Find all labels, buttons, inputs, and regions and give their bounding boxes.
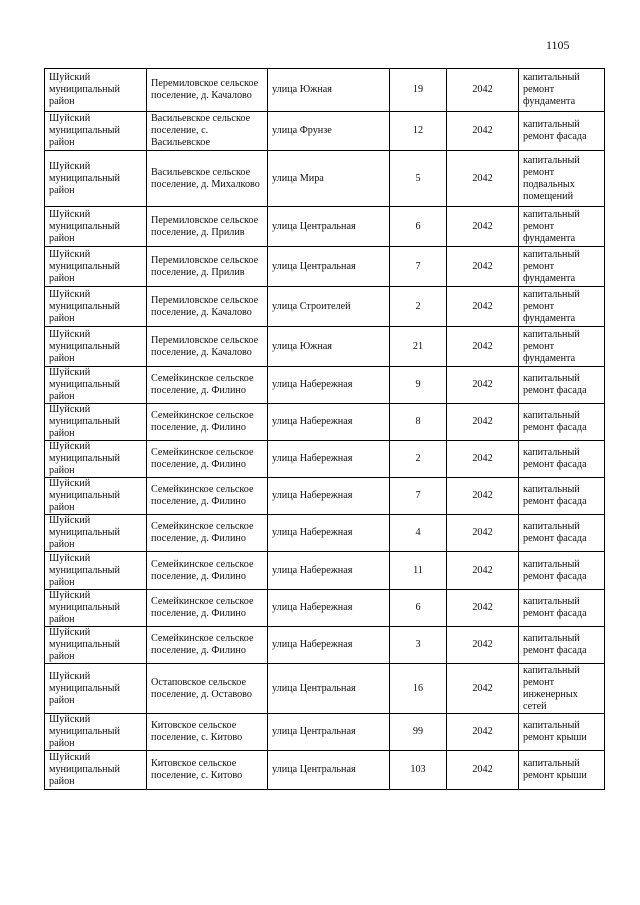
work-type-cell: капитальный ремонт фундамента bbox=[519, 207, 605, 247]
settlement-cell: Семейкинское сельское поселение, д. Филино bbox=[147, 404, 268, 441]
year-cell: 2042 bbox=[447, 441, 519, 478]
work-type-cell: капитальный ремонт фундамента bbox=[519, 247, 605, 287]
house-number-cell: 9 bbox=[390, 367, 447, 404]
work-type-cell: капитальный ремонт фасада bbox=[519, 627, 605, 664]
district-cell: Шуйский муниципальный район bbox=[45, 478, 147, 515]
year-cell: 2042 bbox=[447, 714, 519, 751]
table-row bbox=[45, 207, 605, 247]
page-number: 1105 bbox=[546, 38, 570, 52]
settlement-cell: Васильевское сельское поселение, с. Васильевское bbox=[147, 112, 268, 151]
district-cell: Шуйский муниципальный район bbox=[45, 714, 147, 751]
table-row bbox=[45, 367, 605, 404]
street-cell: улица Центральная bbox=[268, 751, 390, 790]
street-cell: улица Южная bbox=[268, 327, 390, 367]
district-cell: Шуйский муниципальный район bbox=[45, 69, 147, 112]
work-type-cell: капитальный ремонт крыши bbox=[519, 714, 605, 751]
district-cell: Шуйский муниципальный район bbox=[45, 112, 147, 151]
settlement-cell: Перемиловское сельское поселение, д. Качалово bbox=[147, 327, 268, 367]
year-cell: 2042 bbox=[447, 112, 519, 151]
settlement-cell: Остаповское сельское поселение, д. Оставово bbox=[147, 664, 268, 714]
year-cell: 2042 bbox=[447, 247, 519, 287]
district-cell: Шуйский муниципальный район bbox=[45, 207, 147, 247]
table-row bbox=[45, 478, 605, 515]
year-cell: 2042 bbox=[447, 552, 519, 590]
street-cell: улица Набережная bbox=[268, 552, 390, 590]
year-cell: 2042 bbox=[447, 515, 519, 552]
settlement-cell: Семейкинское сельское поселение, д. Филино bbox=[147, 590, 268, 627]
house-number-cell: 2 bbox=[390, 287, 447, 327]
house-number-cell: 3 bbox=[390, 627, 447, 664]
table-row bbox=[45, 664, 605, 714]
table-row bbox=[45, 714, 605, 751]
settlement-cell: Перемиловское сельское поселение, д. Качалово bbox=[147, 287, 268, 327]
house-number-cell: 6 bbox=[390, 590, 447, 627]
table-row bbox=[45, 287, 605, 327]
street-cell: улица Южная bbox=[268, 69, 390, 112]
settlement-cell: Семейкинское сельское поселение, д. Филино bbox=[147, 515, 268, 552]
street-cell: улица Набережная bbox=[268, 441, 390, 478]
house-number-cell: 5 bbox=[390, 151, 447, 207]
table-row bbox=[45, 627, 605, 664]
settlement-cell: Перемиловское сельское поселение, д. Прилив bbox=[147, 207, 268, 247]
settlement-cell: Китовское сельское поселение, с. Китово bbox=[147, 714, 268, 751]
district-cell: Шуйский муниципальный район bbox=[45, 367, 147, 404]
work-type-cell: капитальный ремонт инженерных сетей bbox=[519, 664, 605, 714]
house-number-cell: 7 bbox=[390, 478, 447, 515]
district-cell: Шуйский муниципальный район bbox=[45, 590, 147, 627]
year-cell: 2042 bbox=[447, 207, 519, 247]
year-cell: 2042 bbox=[447, 478, 519, 515]
house-number-cell: 7 bbox=[390, 247, 447, 287]
street-cell: улица Набережная bbox=[268, 404, 390, 441]
work-type-cell: капитальный ремонт фасада bbox=[519, 112, 605, 151]
street-cell: улица Центральная bbox=[268, 207, 390, 247]
house-number-cell: 12 bbox=[390, 112, 447, 151]
year-cell: 2042 bbox=[447, 367, 519, 404]
work-type-cell: капитальный ремонт фасада bbox=[519, 478, 605, 515]
house-number-cell: 8 bbox=[390, 404, 447, 441]
house-number-cell: 21 bbox=[390, 327, 447, 367]
street-cell: улица Центральная bbox=[268, 247, 390, 287]
district-cell: Шуйский муниципальный район bbox=[45, 515, 147, 552]
year-cell: 2042 bbox=[447, 69, 519, 112]
table-row bbox=[45, 590, 605, 627]
settlement-cell: Семейкинское сельское поселение, д. Филино bbox=[147, 441, 268, 478]
district-cell: Шуйский муниципальный район bbox=[45, 664, 147, 714]
settlement-cell: Перемиловское сельское поселение, д. Прилив bbox=[147, 247, 268, 287]
table-body bbox=[45, 69, 605, 790]
settlement-cell: Васильевское сельское поселение, д. Михалково bbox=[147, 151, 268, 207]
district-cell: Шуйский муниципальный район bbox=[45, 287, 147, 327]
street-cell: улица Центральная bbox=[268, 714, 390, 751]
table-row bbox=[45, 515, 605, 552]
table-row bbox=[45, 404, 605, 441]
street-cell: улица Набережная bbox=[268, 367, 390, 404]
district-cell: Шуйский муниципальный район bbox=[45, 327, 147, 367]
district-cell: Шуйский муниципальный район bbox=[45, 441, 147, 478]
settlement-cell: Перемиловское сельское поселение, д. Качалово bbox=[147, 69, 268, 112]
table-row bbox=[45, 112, 605, 151]
district-cell: Шуйский муниципальный район bbox=[45, 751, 147, 790]
table-row bbox=[45, 552, 605, 590]
street-cell: улица Набережная bbox=[268, 515, 390, 552]
year-cell: 2042 bbox=[447, 751, 519, 790]
table-row bbox=[45, 69, 605, 112]
settlement-cell: Семейкинское сельское поселение, д. Филино bbox=[147, 552, 268, 590]
district-cell: Шуйский муниципальный район bbox=[45, 404, 147, 441]
work-type-cell: капитальный ремонт фундамента bbox=[519, 69, 605, 112]
street-cell: улица Строителей bbox=[268, 287, 390, 327]
street-cell: улица Набережная bbox=[268, 627, 390, 664]
house-number-cell: 11 bbox=[390, 552, 447, 590]
district-cell: Шуйский муниципальный район bbox=[45, 151, 147, 207]
house-number-cell: 2 bbox=[390, 441, 447, 478]
table-row bbox=[45, 247, 605, 287]
house-number-cell: 103 bbox=[390, 751, 447, 790]
work-type-cell: капитальный ремонт крыши bbox=[519, 751, 605, 790]
settlement-cell: Семейкинское сельское поселение, д. Филино bbox=[147, 367, 268, 404]
street-cell: улица Мира bbox=[268, 151, 390, 207]
district-cell: Шуйский муниципальный район bbox=[45, 552, 147, 590]
house-number-cell: 19 bbox=[390, 69, 447, 112]
year-cell: 2042 bbox=[447, 627, 519, 664]
work-type-cell: капитальный ремонт фундамента bbox=[519, 287, 605, 327]
table-row bbox=[45, 327, 605, 367]
repair-schedule-table bbox=[44, 68, 605, 790]
table-row bbox=[45, 751, 605, 790]
house-number-cell: 4 bbox=[390, 515, 447, 552]
settlement-cell: Семейкинское сельское поселение, д. Филино bbox=[147, 627, 268, 664]
street-cell: улица Фрунзе bbox=[268, 112, 390, 151]
work-type-cell: капитальный ремонт фасада bbox=[519, 552, 605, 590]
district-cell: Шуйский муниципальный район bbox=[45, 247, 147, 287]
year-cell: 2042 bbox=[447, 664, 519, 714]
house-number-cell: 16 bbox=[390, 664, 447, 714]
work-type-cell: капитальный ремонт фасада bbox=[519, 404, 605, 441]
table-row bbox=[45, 151, 605, 207]
work-type-cell: капитальный ремонт подвальных помещений bbox=[519, 151, 605, 207]
street-cell: улица Центральная bbox=[268, 664, 390, 714]
house-number-cell: 6 bbox=[390, 207, 447, 247]
settlement-cell: Китовское сельское поселение, с. Китово bbox=[147, 751, 268, 790]
settlement-cell: Семейкинское сельское поселение, д. Филино bbox=[147, 478, 268, 515]
work-type-cell: капитальный ремонт фасада bbox=[519, 515, 605, 552]
work-type-cell: капитальный ремонт фасада bbox=[519, 367, 605, 404]
street-cell: улица Набережная bbox=[268, 590, 390, 627]
work-type-cell: капитальный ремонт фасада bbox=[519, 590, 605, 627]
year-cell: 2042 bbox=[447, 327, 519, 367]
work-type-cell: капитальный ремонт фундамента bbox=[519, 327, 605, 367]
year-cell: 2042 bbox=[447, 590, 519, 627]
year-cell: 2042 bbox=[447, 151, 519, 207]
house-number-cell: 99 bbox=[390, 714, 447, 751]
work-type-cell: капитальный ремонт фасада bbox=[519, 441, 605, 478]
year-cell: 2042 bbox=[447, 287, 519, 327]
district-cell: Шуйский муниципальный район bbox=[45, 627, 147, 664]
street-cell: улица Набережная bbox=[268, 478, 390, 515]
year-cell: 2042 bbox=[447, 404, 519, 441]
table-row bbox=[45, 441, 605, 478]
